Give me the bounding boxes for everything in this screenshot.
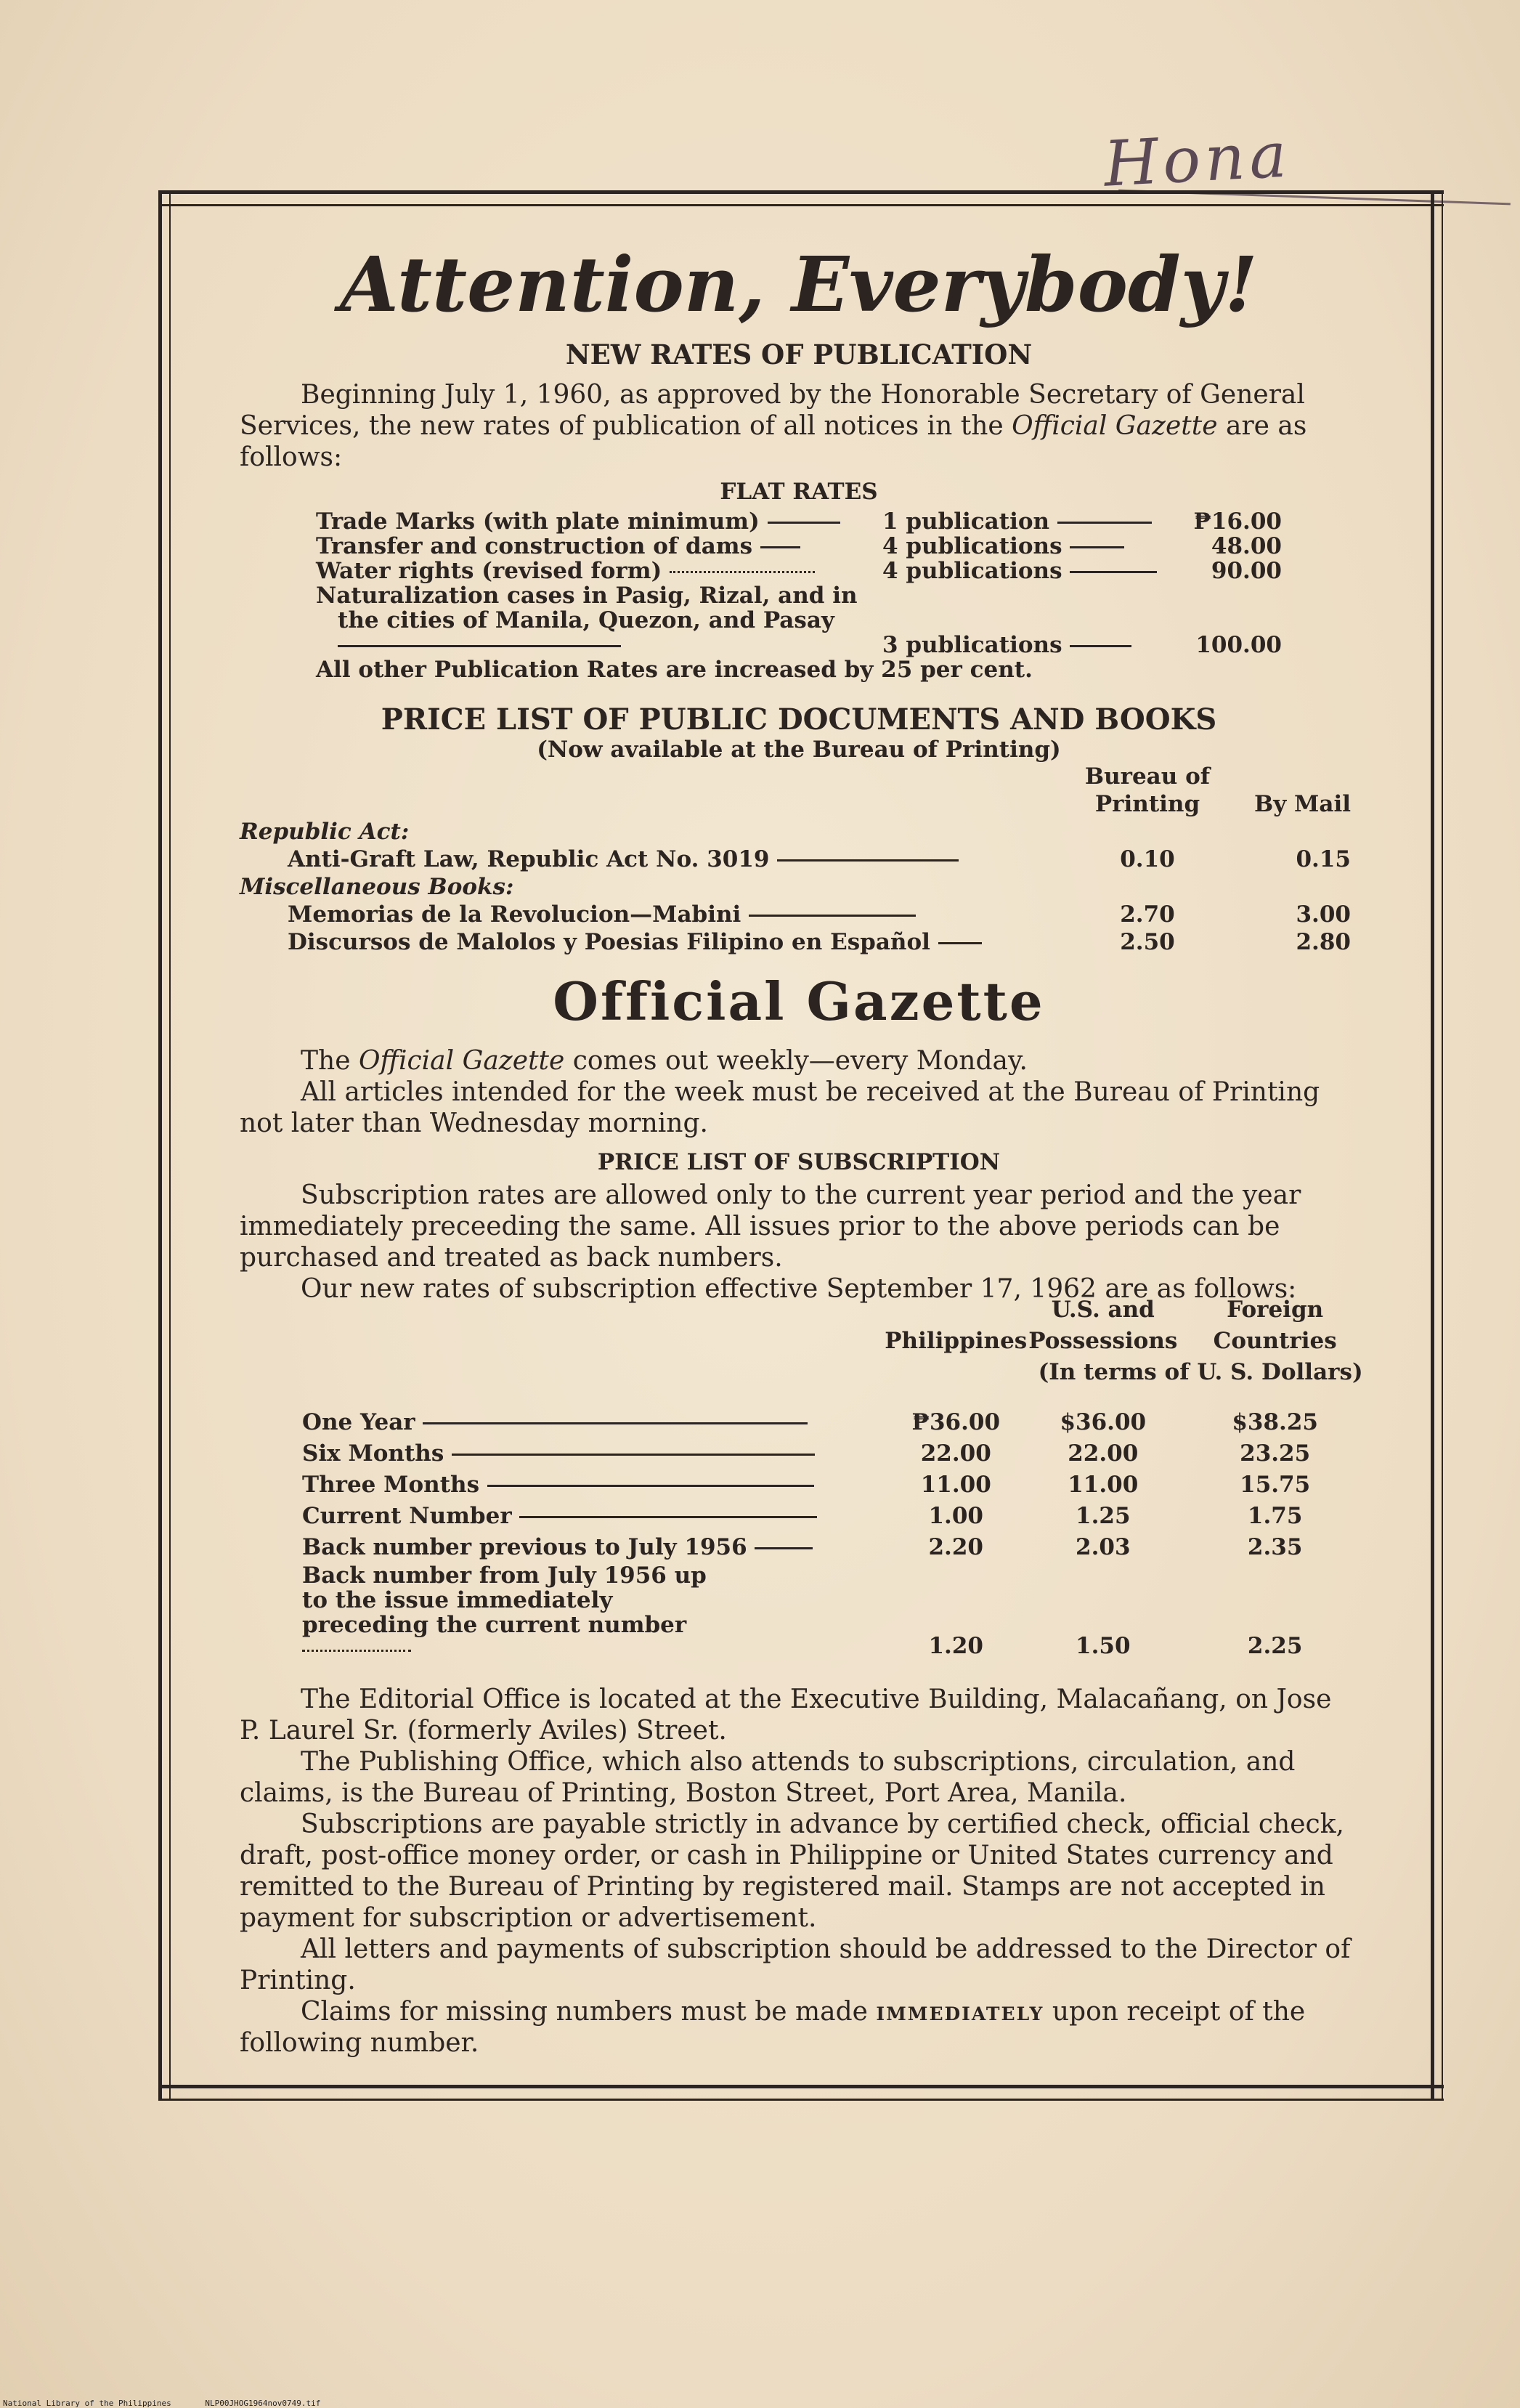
table-row: Bureau of Printing By Mail	[1084, 763, 1351, 817]
subscription-table	[240, 1294, 1373, 1662]
table-row: Miscellaneous Books:	[240, 874, 514, 900]
notice-content	[240, 240, 1363, 2059]
editorial-office-note: The Editorial Office is located at the Executive Building, Malacañang, on Jose P. Laurel Sr. (formerly Aviles) Street.	[240, 1685, 1332, 1746]
frame-left-rule	[158, 190, 171, 2101]
scan-footer	[3, 2399, 349, 2408]
subscription-rules: Subscription rates are allowed only to the current year period and the year immediately preceeding the same. All issues prior to the above periods can be purchased and treated as back numbers.	[240, 1180, 1301, 1273]
table-row: Back number previous to July 1956 2.20 2.03 2.35	[302, 1534, 1303, 1560]
table-row: Six Months 22.00 22.00 23.25	[302, 1440, 1311, 1467]
table-row: Water rights (revised form) 4 publications 90.00	[316, 558, 1282, 584]
closing-notes	[240, 1684, 1358, 2059]
headline: Attention, Everybody!	[340, 240, 1258, 329]
payment-note: Subscriptions are payable strictly in advance by certified check, official check, draft, post-office money order, or cash in Philippine or United States currency and remitted to the Bureau of Printing by registered mail. Stamps are not accepted in payment for subscription or advertisement.	[240, 1809, 1344, 1933]
table-row: Republic Act:	[240, 819, 410, 845]
table-row: Transfer and construction of dams 4 publications 48.00	[316, 533, 1282, 559]
table-row: Trade Marks (with plate minimum) 1 publication ₱16.00	[316, 508, 1282, 535]
table-row: Discursos de Malolos y Poesias Filipino en Español 2.50 2.80	[288, 929, 1351, 955]
table-row: (In terms of U. S. Dollars)	[1038, 1359, 1363, 1385]
flat-rates-table	[316, 509, 1282, 682]
gazette-deadline-note: All articles intended for the week must be received at the Bureau of Printing not later than Wednesday morning.	[240, 1077, 1320, 1138]
table-row: Memorias de la Revolucion—Mabini 2.70 3.00	[288, 901, 1351, 928]
table-row: Three Months 11.00 11.00 15.75	[302, 1472, 1311, 1498]
price-list-table	[240, 763, 1351, 956]
table-row: Philippines U.S. and Possessions Foreign Countries	[885, 1297, 1337, 1354]
gazette-weekly-note: The Official Gazette comes out weekly—every Monday.	[301, 1046, 1028, 1076]
official-gazette-title: Official Gazette	[553, 970, 1045, 1032]
table-row: All other Publication Rates are increased by 25 per cent.	[316, 657, 1033, 683]
claims-note: Claims for missing numbers must be made immediately upon receipt of the following number.	[240, 1996, 1306, 2058]
handwritten-signature: Hona	[1102, 118, 1293, 201]
subscription-title: PRICE LIST OF SUBSCRIPTION	[597, 1149, 1001, 1175]
publishing-office-note: The Publishing Office, which also attends to subscriptions, circulation, and claims, is the Bureau of Printing, Boston Street, Port Area, Manila.	[240, 1747, 1296, 1808]
table-row: One Year ₱36.00 $36.00 $38.25	[302, 1409, 1318, 1435]
table-row: Anti-Graft Law, Republic Act No. 3019 0.10 0.15	[288, 846, 1351, 872]
new-rates-intro: Beginning July 1, 1960, as approved by the Honorable Secretary of General Services, the new rates of publication of all notices in the Official Gazette are as follows:	[240, 380, 1307, 472]
subscription-intro: Our new rates of subscription effective September 17, 1962 are as follows:	[301, 1274, 1297, 1304]
table-row: Current Number 1.00 1.25 1.75	[302, 1503, 1303, 1529]
address-note: All letters and payments of subscription should be addressed to the Director of Printing.	[240, 1934, 1351, 1995]
table-row: Back number from July 1956 up to the issue immediately preceding the current number 1.20 1.50 2.25	[302, 1562, 1303, 1659]
flat-rates-title: FLAT RATES	[720, 479, 878, 505]
new-rates-title: NEW RATES OF PUBLICATION	[565, 339, 1033, 370]
frame-top-rule	[158, 190, 1444, 206]
footer-filename: NLP00JHOG1964nov0749.tif	[205, 2399, 321, 2408]
price-list-title: PRICE LIST OF PUBLIC DOCUMENTS AND BOOKS	[381, 702, 1217, 737]
frame-bottom-rule	[158, 2085, 1444, 2101]
table-row: Naturalization cases in Pasig, Rizal, and in the cities of Manila, Quezon, and Pasay 3 publications 100.00	[316, 583, 1282, 658]
price-list-subtitle: (Now available at the Bureau of Printing)	[537, 737, 1061, 763]
frame-right-rule	[1431, 190, 1443, 2101]
footer-source: National Library of the Philippines	[3, 2399, 171, 2408]
